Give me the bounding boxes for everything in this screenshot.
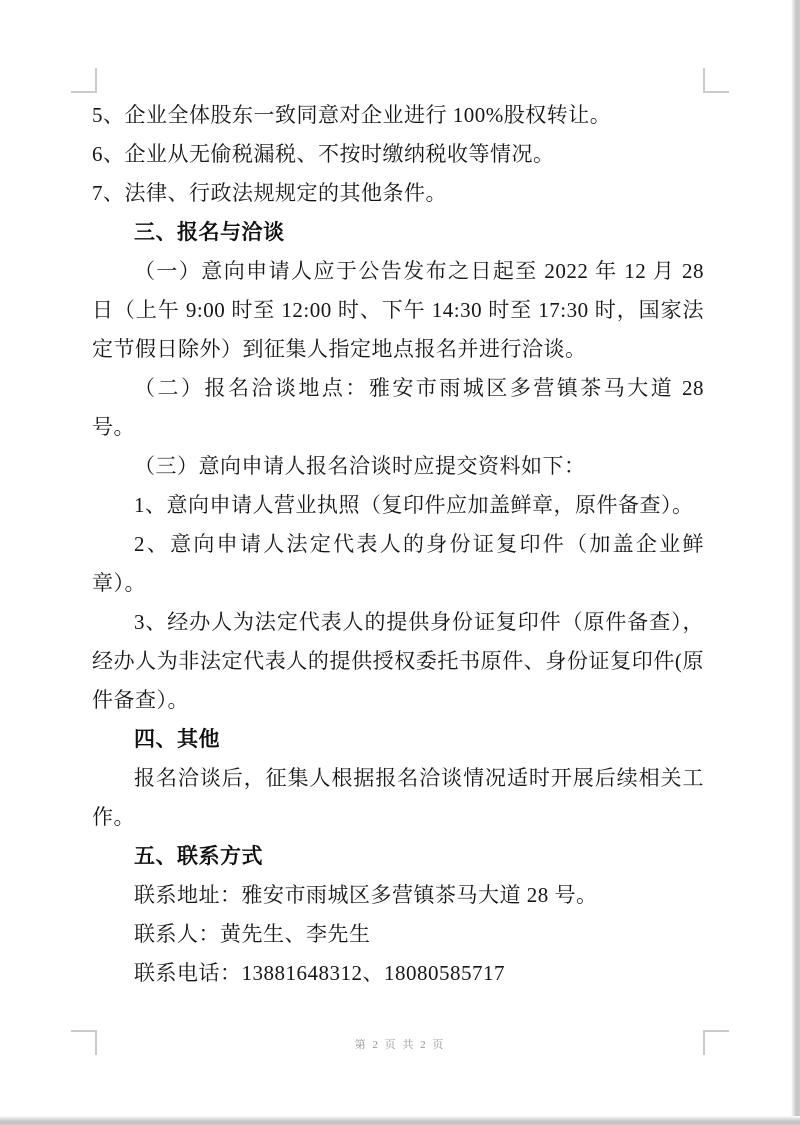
paragraph-materials-intro: （三）意向申请人报名洽谈时应提交资料如下： — [134, 454, 586, 478]
material-item-3: 3、经办人为法定代表人的提供身份证复印件（原件备查），经办人为非法定代表人的提供授权委托书原件、身份证复印件(原件备查）。 — [92, 610, 704, 712]
section-heading-registration: 三、报名与洽谈 — [134, 220, 285, 244]
section-heading-contact: 五、联系方式 — [134, 844, 263, 868]
material-item-1: 1、意向申请人营业执照（复印件应加盖鲜章，原件备查）。 — [134, 493, 694, 517]
text-boundary-mark-top-right — [703, 68, 729, 93]
paragraph-registration-time: （一）意向申请人应于公告发布之日起至 2022 年 12 月 28 日（上午 9:00 时至 12:00 时、下午 14:30 时至 17:30 时，国家法定节假日除外）到征集人指定地点报名并进行洽谈。 — [92, 259, 704, 361]
paragraph-registration-location: （二）报名洽谈地点：雅安市雨城区多营镇茶马大道 28 号。 — [92, 376, 704, 439]
page-footer: 第 2 页 共 2 页 — [354, 1039, 446, 1051]
document-body — [92, 96, 704, 993]
section-heading-other: 四、其他 — [134, 727, 220, 751]
condition-item-6: 6、企业从无偷税漏税、不按时缴纳税收等情况。 — [92, 142, 555, 166]
page-edge-shadow-bottom — [0, 1116, 800, 1125]
paragraph-contact-address: 联系地址：雅安市雨城区多营镇茶马大道 28 号。 — [134, 883, 598, 907]
paragraph-followup: 报名洽谈后，征集人根据报名洽谈情况适时开展后续相关工作。 — [92, 766, 704, 829]
condition-item-7: 7、法律、行政法规规定的其他条件。 — [92, 181, 447, 205]
paragraph-contact-phone: 联系电话：13881648312、18080585717 — [134, 961, 505, 985]
condition-item-5: 5、企业全体股东一致同意对企业进行 100%股权转让。 — [92, 103, 612, 127]
material-item-2: 2、意向申请人法定代表人的身份证复印件（加盖企业鲜章）。 — [92, 532, 704, 595]
text-boundary-mark-top-left — [71, 68, 97, 93]
paragraph-contact-person: 联系人：黄先生、李先生 — [134, 922, 371, 946]
page-edge-shadow-right — [791, 0, 800, 1125]
